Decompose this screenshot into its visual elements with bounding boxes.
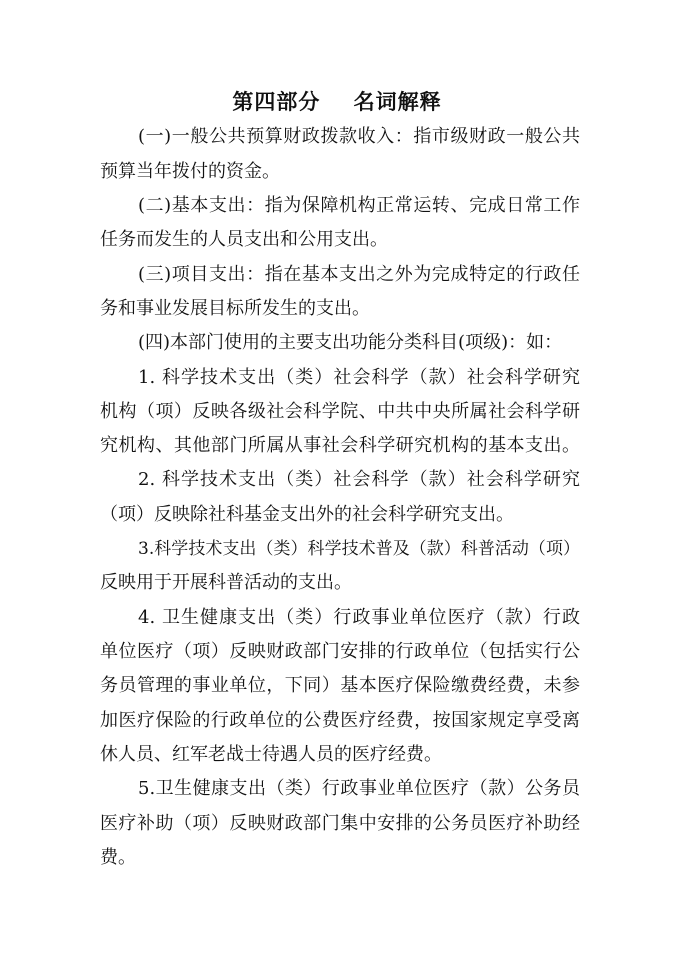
paragraph-line: 究机构、其他部门所属从事社会科学研究机构的基本支出。 xyxy=(100,435,580,456)
paragraph-line: 1. 科学技术支出（类）社会科学（款）社会科学研究 xyxy=(138,367,580,388)
paragraph-line: 休人员、红军老战士待遇人员的医疗经费。 xyxy=(100,744,442,765)
paragraph-line: (三)项目支出：指在基本支出之外为完成特定的行政任 xyxy=(138,264,580,285)
paragraph-line: 务和事业发展目标所发生的支出。 xyxy=(100,298,370,319)
paragraph-line: 机构（项）反映各级社会科学院、中共中央所属社会科学研 xyxy=(100,401,580,422)
paragraph-line: (四)本部门使用的主要支出功能分类科目(项级)：如： xyxy=(138,332,563,353)
paragraph-line: 医疗补助（项）反映财政部门集中安排的公务员医疗补助经 xyxy=(100,813,580,834)
paragraph-line: 加医疗保险的行政单位的公费医疗经费，按国家规定享受离 xyxy=(100,710,580,731)
paragraph-line: 单位医疗（项）反映财政部门安排的行政单位（包括实行公 xyxy=(100,641,580,662)
paragraph-line: 5.卫生健康支出（类）行政事业单位医疗（款）公务员 xyxy=(138,778,580,799)
page-title: 第四部分 名词解释 xyxy=(232,90,442,114)
paragraph-line: （项）反映除社科基金支出外的社会科学研究支出。 xyxy=(100,504,514,525)
paragraph-line: 2. 科学技术支出（类）社会科学（款）社会科学研究 xyxy=(138,469,580,490)
paragraph-line: 任务而发生的人员支出和公用支出。 xyxy=(100,229,388,250)
paragraph-line: (一)一般公共预算财政拨款收入：指市级财政一般公共 xyxy=(138,126,580,147)
paragraph-line: 反映用于开展科普活动的支出。 xyxy=(100,572,352,593)
paragraph-line: 预算当年拨付的资金。 xyxy=(100,161,280,182)
paragraph-line: 务员管理的事业单位，下同）基本医疗保险缴费经费，未参 xyxy=(100,675,580,696)
paragraph-line: 4. 卫生健康支出（类）行政事业单位医疗（款）行政 xyxy=(138,607,580,628)
paragraph-line: 费。 xyxy=(100,847,136,868)
paragraph-line: (二)基本支出：指为保障机构正常运转、完成日常工作 xyxy=(138,195,580,216)
paragraph-line: 3.科学技术支出（类）科学技术普及（款）科普活动（项） xyxy=(138,539,580,559)
